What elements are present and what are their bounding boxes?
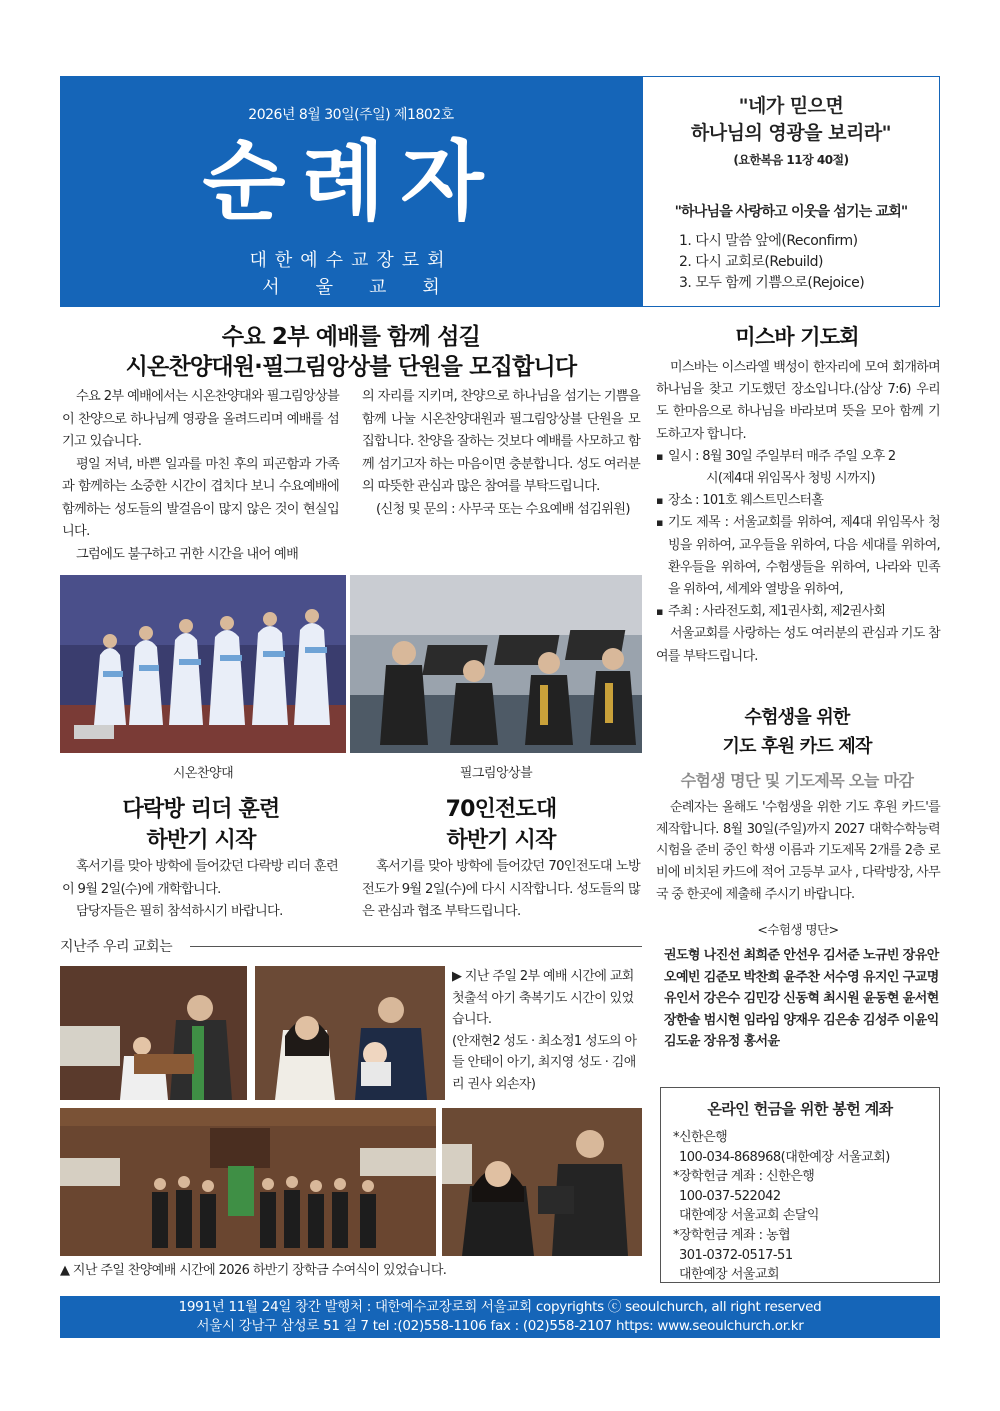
choir-caption: 시온찬양대 bbox=[172, 766, 234, 781]
ensemble-caption: 필그림앙상블 bbox=[459, 766, 533, 781]
masthead bbox=[60, 76, 642, 307]
account-line: 대한예장 서울교회 손달익 bbox=[679, 1208, 819, 1224]
footer-line: 1991년 11월 24일 창간 발행처 : 대한예수교장로회 서울교회 copyrights ⓒ seoulchurch, all right reserved bbox=[178, 1299, 822, 1315]
paragraph: 담당자들은 필히 참석하시기 바랍니다. bbox=[76, 904, 283, 919]
list-item: ▪ 기도 제목 : 서울교회를 위하여, 제4대 위임목사 청빙을 위하여, 교우들을 위하여, 다음 세대를 위하여, 환우들을 위하여, 수험생들을 위하여, 나라와 민족을 위하여, 세계와 열방을 위하여, bbox=[656, 512, 940, 601]
church-name: 서울교회 bbox=[262, 277, 476, 298]
exam-names-list: 권도형 나진선 최희준 안선우 김서준 노규빈 장유안 오예빈 김준모 박찬희 윤주찬 서수영 유지인 구교명 유인서 강은수 김민강 신동혁 최시원 윤동현 윤서현 장한솔 범시현 임라임 양재우 김은송 김성주 이윤익 김도윤 장유정 홍서윤 bbox=[664, 948, 939, 1050]
paragraph: 혹서기를 맞아 방학에 들어갔던 70인전도대 노방전도가 9월 2일(수)에 다시 시작합니다. 성도들의 많은 관심과 협조 부탁드립니다. bbox=[362, 859, 640, 919]
denomination-name: 대한예수교장로회 bbox=[249, 250, 453, 271]
baby-blessing-photo-2 bbox=[255, 966, 445, 1100]
motto-box bbox=[642, 76, 940, 307]
paragraph: 의 자리를 지키며, 찬양으로 하나님을 섬기는 기쁨을 함께 나눌 시온찬양대원과 필그림앙상블 단원을 모집합니다. 찬양을 잘하는 것보다 예배를 사모하고 함께 섬기고자 하는 마음이면 충분합니다. 성도 여러분의 따뜻한 관심과 많은 참여를 부탁드립니다. bbox=[362, 389, 640, 494]
account-list bbox=[673, 1128, 890, 1285]
recruit-column-2 bbox=[362, 386, 640, 521]
evangelism-body bbox=[362, 856, 640, 924]
list-item: ▪ 장소 : 101호 웨스트민스터홀 bbox=[656, 490, 940, 512]
account-line: 대한예장 서울교회 bbox=[679, 1267, 780, 1283]
last-week-label: 지난주 우리 교회는 bbox=[60, 939, 173, 955]
paragraph: 그럼에도 불구하고 귀한 시간을 내어 예배 bbox=[76, 546, 299, 562]
scholarship-photo-2 bbox=[442, 1108, 642, 1256]
exam-names-label: <수험생 명단> bbox=[757, 922, 839, 937]
note-text: (안재현2 성도 · 최소정1 성도의 아들 안태이 아기, 최지영 성도 · 김애리 권사 외손자) bbox=[452, 1033, 637, 1092]
exam-subtitle: 수험생 명단 및 기도제목 오늘 마감 bbox=[680, 771, 914, 790]
paragraph: 순례자는 올해도 '수험생을 위한 기도 후원 카드'를 제작합니다. 8월 30일(주일)까지 2027 대학수학능력시험을 준비 중인 학생 이름과 기도제목 2개를 2층 로비에 비치된 카드에 적어 고등부 교사 , 다락방장, 사무국 중 한곳에 제출해 주시기 바랍니다. bbox=[656, 800, 940, 902]
paragraph: 혹서기를 맞아 방학에 들어갔던 다락방 리더 훈련이 9월 2일(수)에 개학합니다. bbox=[62, 859, 338, 897]
verse-reference: (요한복음 11장 40절) bbox=[733, 153, 849, 167]
footer-line: 서울시 강남구 삼성로 51 길 7 tel :(02)558-1106 fax : (02)558-2107 https: www.seoulchurch.or.kr bbox=[196, 1318, 804, 1334]
mizpah-body bbox=[656, 357, 940, 668]
goal-item: 2. 다시 교회로(Rebuild) bbox=[679, 254, 823, 270]
footer bbox=[60, 1296, 940, 1338]
divider bbox=[190, 946, 642, 947]
recruit-column-1 bbox=[62, 386, 339, 566]
goal-list bbox=[679, 231, 864, 294]
goal-item: 3. 모두 함께 기쁨으로(Rejoice) bbox=[679, 275, 865, 291]
goal-item: 1. 다시 말씀 앞에(Reconfirm) bbox=[679, 233, 858, 249]
mizpah-title: 미스바 기도회 bbox=[735, 325, 859, 349]
bible-verse: "네가 믿으면 하나님의 영광을 보리라" bbox=[690, 95, 892, 144]
scholarship-photo-1 bbox=[60, 1108, 436, 1256]
exam-title: 수험생을 위한 기도 후원 카드 제작 bbox=[722, 707, 872, 757]
paragraph: (신청 및 문의 : 사무국 또는 수요예배 섬김위원) bbox=[376, 501, 630, 517]
note-text: ▶ 지난 주일 2부 예배 시간에 교회 첫출석 아기 축복기도 시간이 있었습니다. bbox=[452, 969, 634, 1027]
account-line: *장학헌금 계좌 : 농협 bbox=[673, 1227, 791, 1243]
paragraph: 평일 저녁, 바쁜 일과를 마친 후의 피곤함과 가족과 함께하는 소중한 시간이 겹치다 보니 수요예배에 함께하는 성도들의 발걸음이 많지 않은 것이 현실입니다. bbox=[62, 456, 339, 539]
account-line: 100-037-522042 bbox=[679, 1188, 781, 1204]
account-line: *신한은행 bbox=[673, 1130, 728, 1145]
paragraph: 수요 2부 예배에서는 시온찬양대와 필그림앙상블이 찬양으로 하나님께 영광을 올려드리며 예배를 섬기고 있습니다. bbox=[62, 389, 339, 449]
list-item-continued: 시(제4대 위임목사 청빙 시까지) bbox=[706, 471, 875, 487]
exam-body bbox=[656, 797, 940, 906]
darakbang-title: 다락방 리더 훈련 하반기 시작 bbox=[122, 797, 280, 853]
newsletter-logo: 순례자 bbox=[202, 132, 500, 232]
list-item: ▪ 일시 : 8월 30일 주일부터 매주 주일 오후 2 bbox=[656, 446, 940, 468]
ensemble-photo bbox=[350, 575, 642, 753]
darakbang-body bbox=[62, 856, 338, 924]
account-title: 온라인 헌금을 위한 봉헌 계좌 bbox=[707, 1100, 893, 1118]
list-item: ▪ 주최 : 사라전도회, 제1권사회, 제2권사회 bbox=[656, 601, 940, 623]
account-line: *장학헌금 계좌 : 신한은행 bbox=[673, 1169, 815, 1185]
baby-blessing-photo-1 bbox=[60, 966, 247, 1100]
offering-account-box bbox=[660, 1087, 940, 1283]
paragraph: 서울교회를 사랑하는 성도 여러분의 관심과 기도 참여를 부탁드립니다. bbox=[656, 626, 940, 664]
choir-photo bbox=[60, 575, 346, 753]
church-vision: "하나님을 사랑하고 이웃을 섬기는 교회" bbox=[674, 204, 908, 220]
account-line: 301-0372-0517-51 bbox=[679, 1247, 793, 1263]
evangelism-title: 70인전도대 하반기 시작 bbox=[445, 797, 557, 853]
issue-line: 2026년 8월 30일(주일) 제1802호 bbox=[248, 107, 454, 123]
baby-blessing-note bbox=[452, 966, 644, 1095]
paragraph: 미스바는 이스라엘 백성이 한자리에 모여 회개하며 하나님을 찾고 기도했던 장소입니다.(삼상 7:6) 우리도 한마음으로 하나님을 바라보며 뜻을 모아 함께 기도하고자 합니다. bbox=[656, 360, 940, 442]
recruit-title: 수요 2부 예배를 함께 섬길 시온찬양대원·필그림앙상블 단원을 모집합니다 bbox=[125, 324, 577, 380]
account-line: 100-034-868968(대한예장 서울교회) bbox=[679, 1149, 890, 1165]
scholarship-note: ▲ 지난 주일 찬양예배 시간에 2026 하반기 장학금 수여식이 있었습니다. bbox=[60, 1263, 447, 1278]
